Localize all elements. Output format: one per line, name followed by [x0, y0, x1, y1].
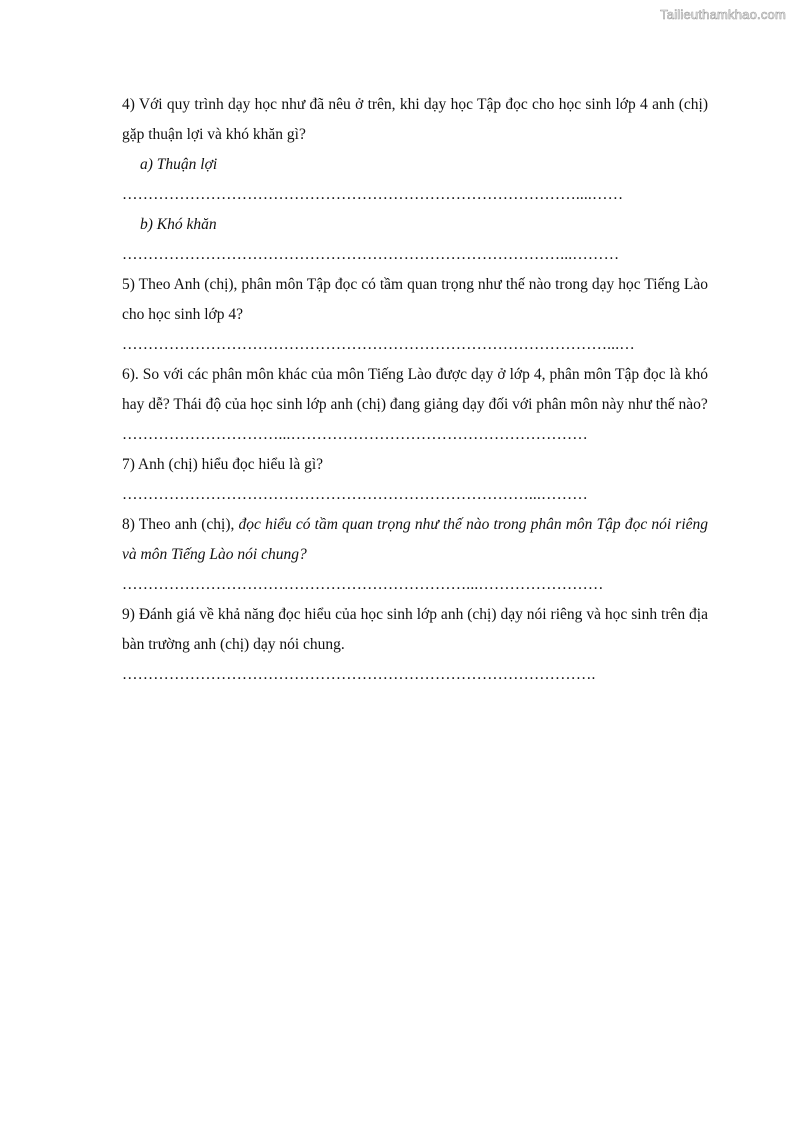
- question-8-italic-text: đọc hiểu có tầm quan trọng như thế nào trong phân môn Tập đọc nói riêng và môn Tiếng Lào nói chung?: [122, 516, 708, 563]
- question-5-answer-line[interactable]: …………………………………………………………………………………...…: [122, 336, 635, 353]
- question-5: 5) Theo Anh (chị), phân môn Tập đọc có tầm quan trọng như thế nào trong dạy học Tiếng Lào cho học sinh lớp 4?: [122, 276, 708, 323]
- question-6: 6). So với các phân môn khác của môn Tiếng Lào được dạy ở lớp 4, phân môn Tập đọc là khó hay dễ? Thái độ của học sinh lớp anh (chị) đang giảng dạy đối với phân môn này như thế nào?: [122, 366, 708, 413]
- question-4-sub-b-answer-line[interactable]: …………………………………………………………………………...………: [122, 246, 620, 263]
- question-9-answer-line[interactable]: ……………………………………………………………………………….: [122, 666, 596, 683]
- question-8-prefix: 8) Theo anh (chị),: [122, 516, 239, 533]
- question-9: 9) Đánh giá về khả năng đọc hiểu của học sinh lớp anh (chị) dạy nói riêng và học sinh trên địa bàn trường anh (chị) dạy nói chung.: [122, 606, 708, 653]
- question-4-sub-a-answer-line[interactable]: ……………………………………………………………………………....……: [122, 186, 624, 203]
- questionnaire-body: [122, 90, 708, 690]
- watermark-text: Tailieuthamkhao.com: [660, 7, 786, 22]
- question-8-answer-line[interactable]: …………………………………………………………...……………………: [122, 576, 604, 593]
- question-4-sub-b-label: b) Khó khăn: [140, 216, 217, 233]
- question-4: 4) Với quy trình dạy học như đã nêu ở trên, khi dạy học Tập đọc cho học sinh lớp 4 anh (chị) gặp thuận lợi và khó khăn gì?: [122, 96, 708, 143]
- question-7: 7) Anh (chị) hiểu đọc hiểu là gì?: [122, 456, 324, 473]
- question-8: [122, 510, 708, 570]
- question-6-answer-line[interactable]: …………………………...…………………………………………………: [122, 426, 588, 443]
- question-4-sub-a-label: a) Thuận lợi: [140, 156, 218, 173]
- question-7-answer-line[interactable]: ……………………………………………………………………...………: [122, 486, 588, 503]
